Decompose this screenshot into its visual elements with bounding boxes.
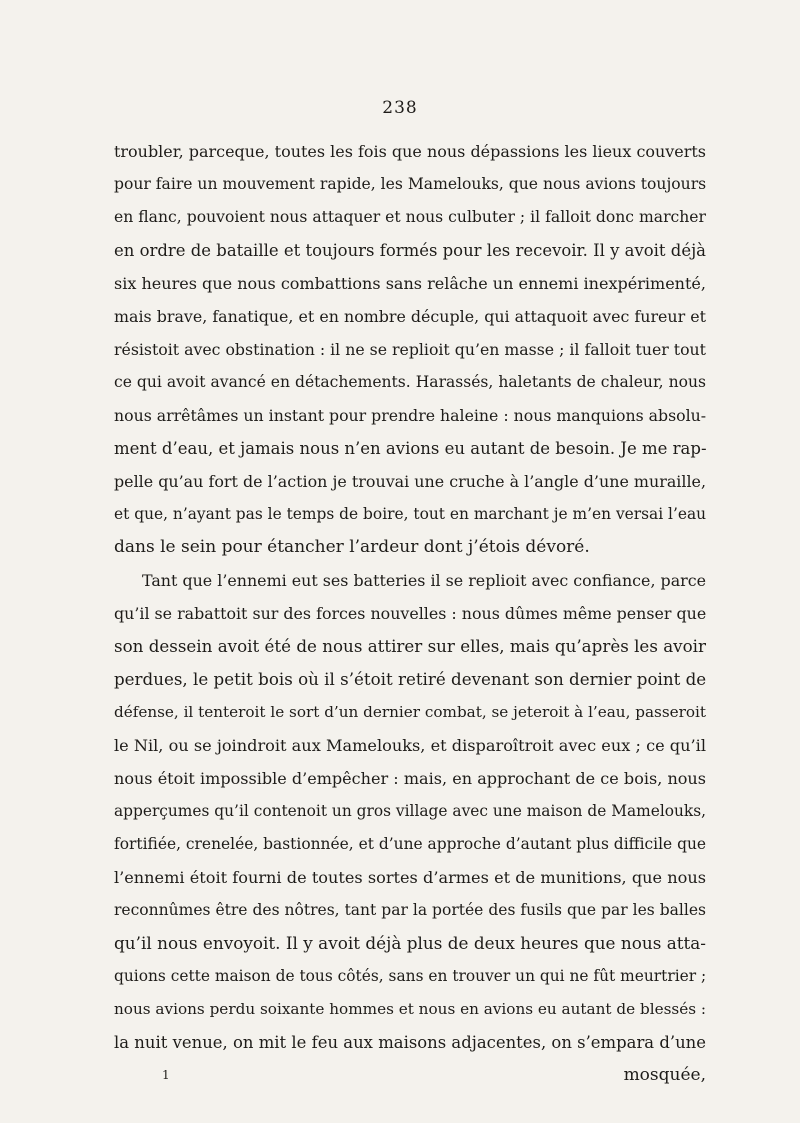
text-line: apperçumes qu’il contenoit un gros village avec une maison de Mamelouks, <box>114 802 706 820</box>
paragraph-end-line: dans le sein pour étancher l’ardeur dont j’étois dévoré. <box>114 537 590 557</box>
text-line: en ordre de bataille et toujours formés pour les recevoir. Il y avoit déjà <box>114 241 706 260</box>
text-line: troubler, parceque, toutes les fois que nous dépassions les lieux couverts <box>114 142 706 161</box>
text-line: et que, n’ayant pas le temps de boire, tout en marchant je m’en versai l’eau <box>114 505 707 523</box>
text-line: défense, il tenteroit le sort d’un dernier combat, se jeteroit à l’eau, passeroit <box>114 703 706 721</box>
paragraph-start-line: Tant que l’ennemi eut ses batteries il se replioit avec confiance, parce <box>142 571 706 590</box>
text-line: perdues, le petit bois où il s’étoit retiré devenant son dernier point de <box>114 670 707 689</box>
signature-mark: 1 <box>162 1068 170 1082</box>
page-footer <box>114 1059 706 1092</box>
text-line: le Nil, ou se joindroit aux Mamelouks, et disparoîtroit avec eux ; ce qu’il <box>114 736 706 755</box>
text-line: nous avions perdu soixante hommes et nous en avions eu autant de blessés : <box>114 1000 706 1018</box>
text-line: pour faire un mouvement rapide, les Mamelouks, que nous avions toujours <box>114 175 707 193</box>
text-line: son dessein avoit été de nous attirer sur elles, mais qu’après les avoir <box>114 636 706 656</box>
text-line: pelle qu’au fort de l’action je trouvai une cruche à l’angle d’une muraille, <box>114 472 706 491</box>
text-line: la nuit venue, on mit le feu aux maisons adjacentes, on s’empara d’une <box>114 1033 706 1052</box>
text-line: ment d’eau, et jamais nous n’en avions eu autant de besoin. Je me rap- <box>114 439 707 458</box>
body-text <box>114 135 706 1092</box>
text-line: ce qui avoit avancé en détachements. Harassés, haletants de chaleur, nous <box>114 373 706 391</box>
text-line: six heures que nous combattions sans relâche un ennemi inexpérimenté, <box>114 274 706 293</box>
page-number: 238 <box>382 98 418 118</box>
text-line: reconnûmes être des nôtres, tant par la portée des fusils que par les balles <box>114 901 706 919</box>
text-line: nous étoit impossible d’empêcher : mais, en approchant de ce bois, nous <box>114 769 706 788</box>
text-line: l’ennemi étoit fourni de toutes sortes d’armes et de munitions, que nous <box>114 868 706 887</box>
catchword: mosquée, <box>623 1065 706 1085</box>
text-line: mais brave, fanatique, et en nombre décuple, qui attaquoit avec fureur et <box>114 307 706 326</box>
text-line: fortifiée, crenelée, bastionnée, et d’une approche d’autant plus difficile que <box>114 835 707 853</box>
text-line: qu’il nous envoyoit. Il y avoit déjà plus de deux heures que nous atta- <box>114 933 706 953</box>
text-line: quions cette maison de tous côtés, sans en trouver un qui ne fût meurtrier ; <box>114 967 707 985</box>
text-line: qu’il se rabattoit sur des forces nouvelles : nous dûmes même penser que <box>114 604 707 623</box>
text-line: en flanc, pouvoient nous attaquer et nous culbuter ; il falloit donc marcher <box>114 208 706 226</box>
text-line: résistoit avec obstination : il ne se replioit qu’en masse ; il falloit tuer tout <box>114 340 706 359</box>
text-line: nous arrêtâmes un instant pour prendre haleine : nous manquions absolu- <box>114 406 707 425</box>
